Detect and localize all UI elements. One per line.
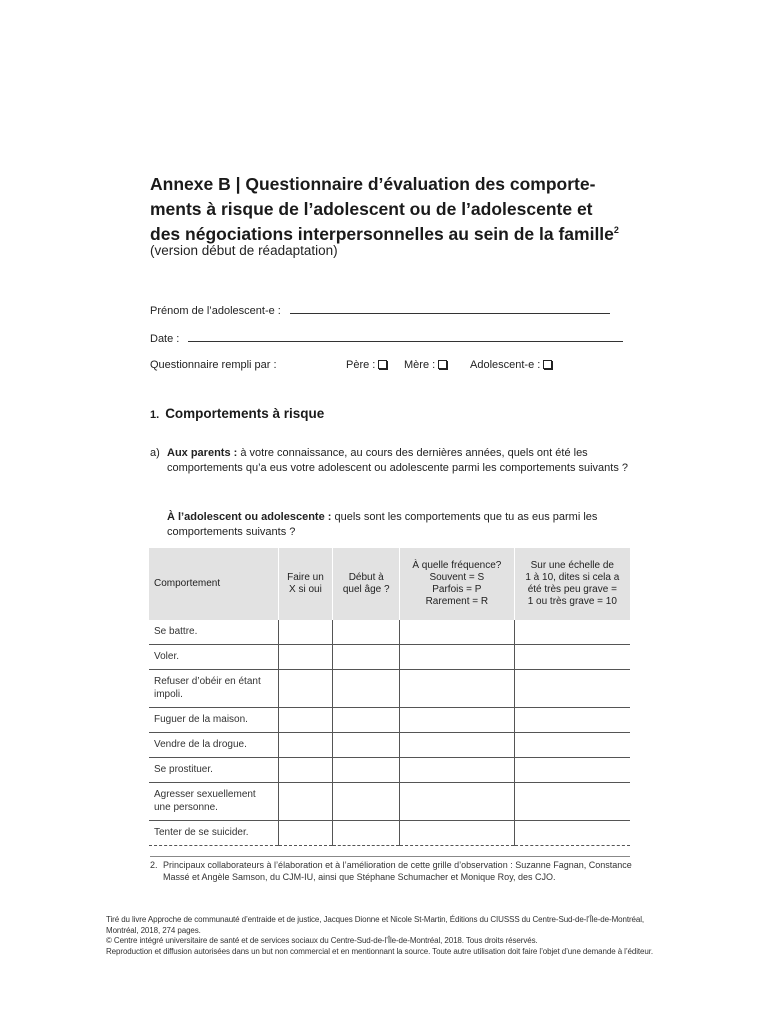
- cell-age[interactable]: [333, 783, 400, 821]
- cell-age[interactable]: [333, 645, 400, 670]
- table-row: [149, 758, 630, 783]
- cell-frequence[interactable]: [400, 758, 515, 783]
- question-parents-body: à votre connaissance, au cours des dernières années, quels ont été les comportements qu’a eus votre adolescent ou adolescente parmi les comportements suivants ?: [167, 447, 629, 474]
- title-footnote-ref: 2: [613, 225, 619, 236]
- header-comportement: Comportement: [149, 548, 278, 620]
- mere-checkbox[interactable]: [438, 360, 447, 369]
- cell-age[interactable]: [333, 670, 400, 708]
- prenom-input-line[interactable]: [290, 302, 610, 314]
- header-line: Rarement = R: [425, 596, 489, 607]
- option-pere[interactable]: [346, 359, 387, 371]
- behaviour-table: [149, 548, 630, 846]
- cell-oui[interactable]: [278, 645, 333, 670]
- table-row: [149, 620, 630, 645]
- pere-checkbox[interactable]: [378, 360, 387, 369]
- cell-gravite[interactable]: [514, 708, 630, 733]
- cell-oui[interactable]: [278, 620, 333, 645]
- prenom-label: Prénom de l’adolescent-e :: [150, 305, 281, 317]
- question-teen-text: [167, 510, 630, 540]
- header-line: X si oui: [289, 584, 322, 595]
- table-row: [149, 821, 630, 846]
- header-frequence: [400, 548, 515, 620]
- cell-gravite[interactable]: [514, 783, 630, 821]
- cell-frequence[interactable]: [400, 620, 515, 645]
- header-line: quel âge ?: [342, 584, 390, 595]
- question-teen: [150, 510, 630, 540]
- header-line: Faire un: [287, 572, 324, 583]
- cell-frequence[interactable]: [400, 733, 515, 758]
- footnote: [150, 859, 640, 883]
- question-letter: a): [150, 447, 160, 459]
- header-line: Souvent = S: [429, 572, 485, 583]
- cell-oui[interactable]: [278, 758, 333, 783]
- credits-line: Reproduction et diffusion autorisées dans un but non commercial et en mentionnant la source. Toute autre utilisation doit faire l’objet d’une demande à l’éditeur.: [106, 946, 653, 956]
- cell-age[interactable]: [333, 620, 400, 645]
- row-label: Se battre.: [149, 620, 278, 645]
- header-echelle-gravite: [514, 548, 630, 620]
- header-line: 1 ou très grave = 10: [527, 596, 617, 607]
- cell-gravite[interactable]: [514, 670, 630, 708]
- section-heading: [150, 406, 324, 421]
- cell-gravite[interactable]: [514, 758, 630, 783]
- cell-frequence[interactable]: [400, 708, 515, 733]
- option-pere-label: Père :: [346, 359, 376, 371]
- question-parents: [150, 446, 630, 476]
- table-header-row: [149, 548, 630, 620]
- table-row: [149, 783, 630, 821]
- cell-age[interactable]: [333, 733, 400, 758]
- row-label: Refuser d’obéir en étant impoli.: [149, 670, 278, 708]
- option-adolescent[interactable]: [470, 359, 552, 371]
- header-line: À quelle fréquence?: [412, 560, 502, 571]
- title-line-1: Annexe B | Questionnaire d’évaluation des comporte-: [150, 174, 596, 194]
- title-line-3-text: des négociations interpersonnelles au sein de la famille: [150, 224, 614, 244]
- header-line: Parfois = P: [432, 584, 482, 595]
- question-parents-text: [167, 446, 630, 476]
- question-teen-body: quels sont les comportements que tu as eus parmi les comportements suivants ?: [167, 511, 598, 538]
- rempli-par-label: Questionnaire rempli par :: [150, 359, 277, 371]
- cell-oui[interactable]: [278, 821, 333, 846]
- table-row: [149, 645, 630, 670]
- rempli-par-field: [150, 359, 630, 375]
- credits: [106, 915, 686, 957]
- header-line: Sur une échelle de: [530, 560, 614, 571]
- row-label: Voler.: [149, 645, 278, 670]
- cell-frequence[interactable]: [400, 783, 515, 821]
- option-mere[interactable]: [404, 359, 447, 371]
- table-row: [149, 670, 630, 708]
- footnote-divider: [150, 856, 630, 857]
- header-line: été très peu grave =: [527, 584, 617, 595]
- credits-line: Tiré du livre Approche de communauté d’entraide et de justice, Jacques Dionne et Nicole St-Martin, Éditions du CIUSSS du Centre-Sud-de-l’Île-de-Montréal,: [106, 915, 645, 924]
- cell-frequence[interactable]: [400, 670, 515, 708]
- row-label: Agresser sexuellement une personne.: [149, 783, 278, 821]
- cell-oui[interactable]: [278, 733, 333, 758]
- cell-frequence[interactable]: [400, 821, 515, 846]
- footnote-text: Principaux collaborateurs à l’élaboration et à l’amélioration de cette grille d’observation : Suzanne Fagnan, Constance Massé et Angèle Samson, du CJM-IU, ainsi que Stéphane Schumacher et Monique Roy, des CJO.: [163, 860, 632, 882]
- row-label: Fuguer de la maison.: [149, 708, 278, 733]
- option-adolescent-label: Adolescent-e :: [470, 359, 541, 371]
- date-input-line[interactable]: [188, 330, 623, 342]
- section-title: Comportements à risque: [165, 406, 325, 421]
- cell-frequence[interactable]: [400, 645, 515, 670]
- row-label: Vendre de la drogue.: [149, 733, 278, 758]
- cell-age[interactable]: [333, 708, 400, 733]
- cell-age[interactable]: [333, 821, 400, 846]
- table-row: [149, 708, 630, 733]
- question-teen-bold: À l’adolescent ou adolescente :: [167, 511, 332, 523]
- prenom-field: [150, 302, 610, 317]
- cell-gravite[interactable]: [514, 821, 630, 846]
- cell-oui[interactable]: [278, 708, 333, 733]
- cell-oui[interactable]: [278, 783, 333, 821]
- header-faire-x: [278, 548, 333, 620]
- section-number: 1.: [150, 409, 160, 421]
- cell-age[interactable]: [333, 758, 400, 783]
- option-mere-label: Mère :: [404, 359, 436, 371]
- header-line: Début à: [348, 572, 384, 583]
- document-title: [150, 172, 640, 247]
- document-subtitle: (version début de réadaptation): [150, 243, 338, 258]
- date-label: Date :: [150, 333, 180, 345]
- header-line: 1 à 10, dites si cela a: [525, 572, 620, 583]
- footnote-number: 2.: [150, 860, 158, 870]
- credits-line: Montréal, 2018, 274 pages.: [106, 925, 201, 935]
- cell-gravite[interactable]: [514, 620, 630, 645]
- credits-line: © Centre intégré universitaire de santé et de services sociaux du Centre-Sud-de-l’Île-de-Montréal, 2018. Tous droits réservés.: [106, 936, 538, 945]
- row-label: Tenter de se suicider.: [149, 821, 278, 846]
- cell-oui[interactable]: [278, 670, 333, 708]
- table-row: [149, 733, 630, 758]
- title-line-2: ments à risque de l’adolescent ou de l’adolescente et: [150, 199, 593, 219]
- cell-gravite[interactable]: [514, 733, 630, 758]
- question-parents-bold: Aux parents :: [167, 447, 238, 459]
- date-field: [150, 330, 623, 345]
- row-label: Se prostituer.: [149, 758, 278, 783]
- adolescent-checkbox[interactable]: [543, 360, 552, 369]
- cell-gravite[interactable]: [514, 645, 630, 670]
- header-debut-age: [333, 548, 400, 620]
